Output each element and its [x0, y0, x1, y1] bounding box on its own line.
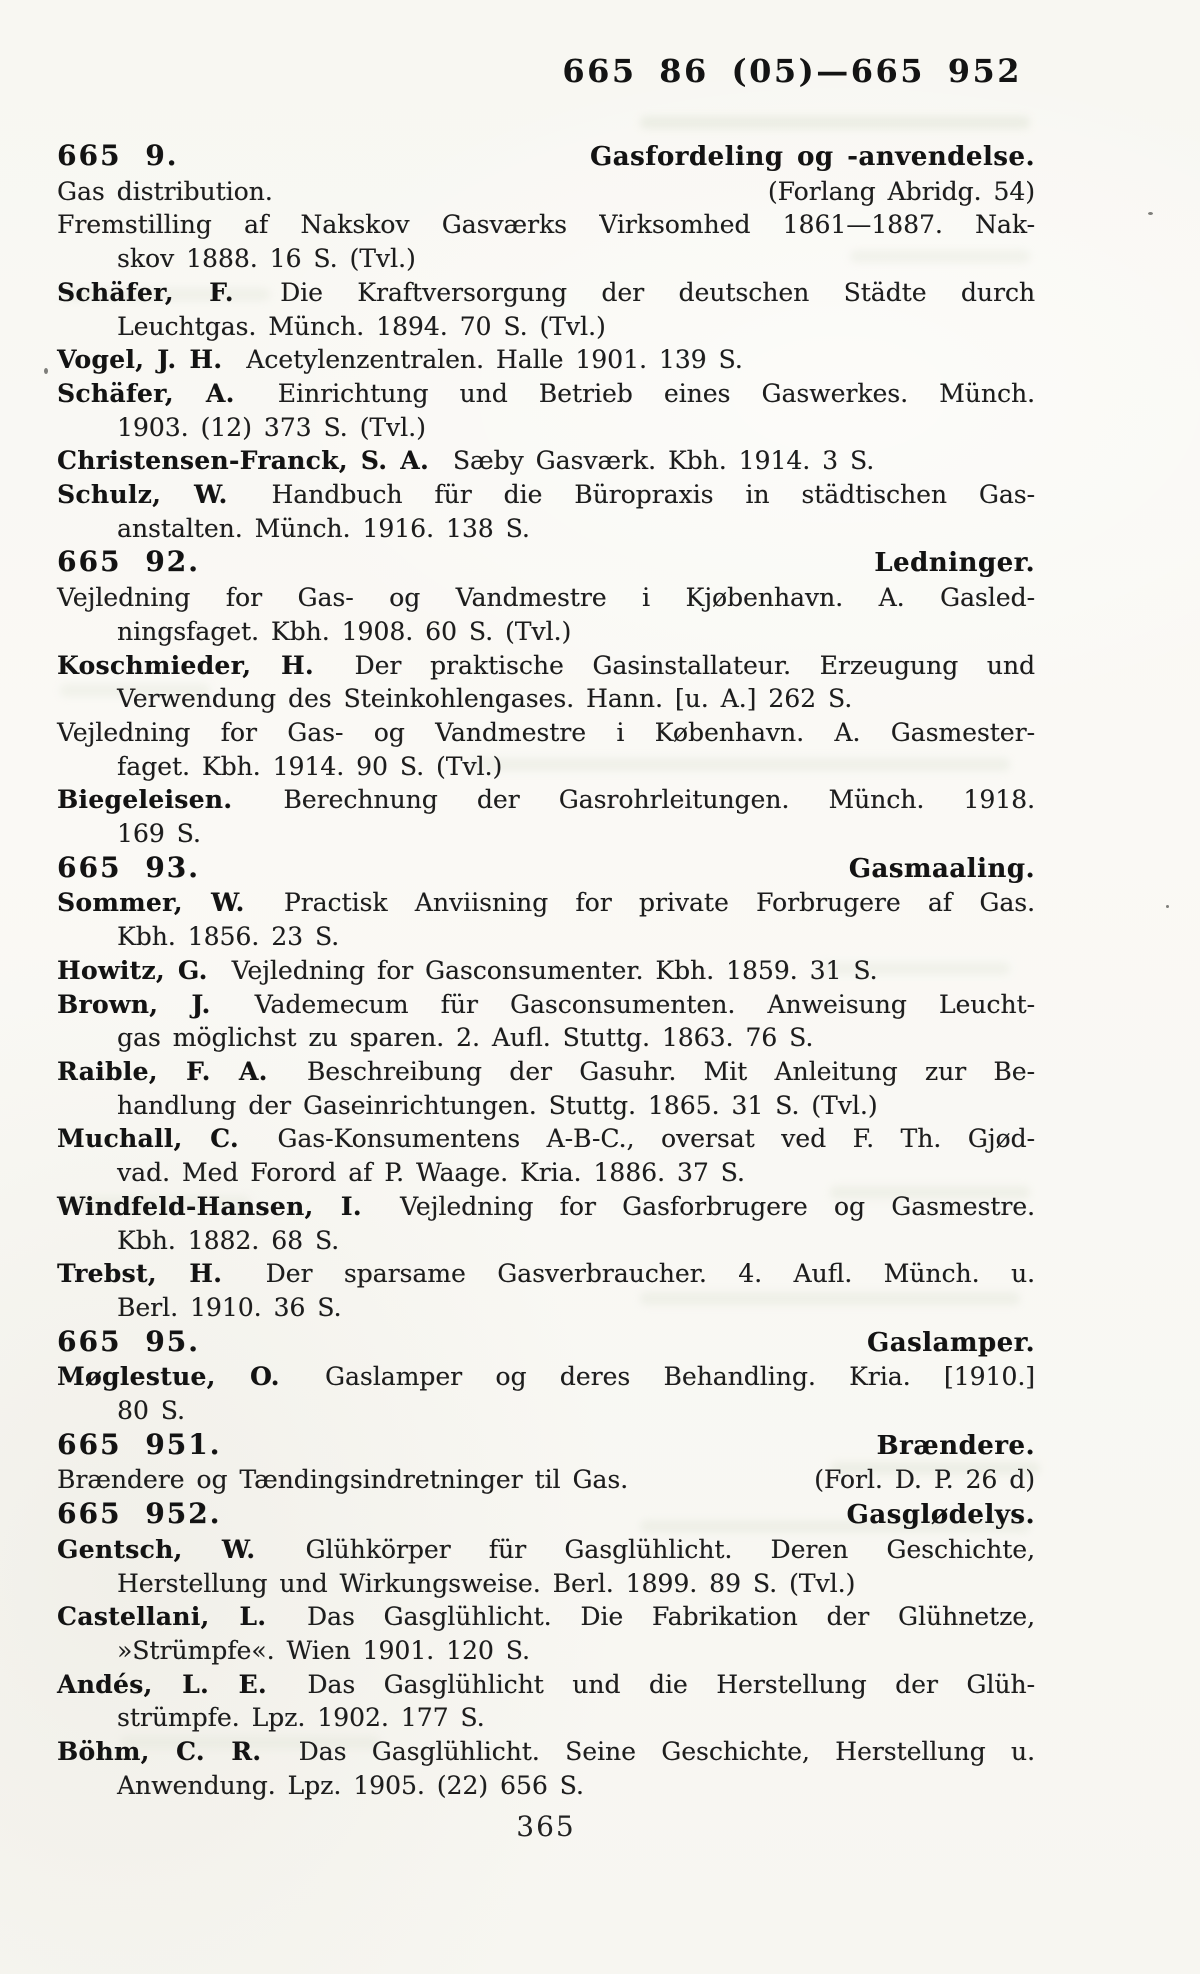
- entry-text: ningsfaget. Kbh. 1908. 60 S. (Tvl.): [117, 616, 572, 646]
- author-name: Schäfer, A.: [57, 378, 235, 408]
- continuation-line: [57, 1021, 1035, 1055]
- bleedthrough-mark: [640, 116, 1030, 129]
- entry-text: Beschreibung der Gasuhr. Mit Anleitung zur Be-: [306, 1056, 1035, 1086]
- continuation-line: [57, 750, 1035, 784]
- entry-text: Die Kraftversorgung der deutschen Städte durch: [280, 277, 1035, 307]
- split-entry-line: [57, 1463, 1035, 1497]
- class-code: 665 9.: [57, 139, 179, 172]
- entry-text: vad. Med Forord af P. Waage. Kria. 1886. 37 S.: [117, 1158, 745, 1188]
- entry-text: Vejledning for Gas- og Vandmestre i Kjøbenhavn. A. Gasled-: [57, 583, 1035, 613]
- entry-line: [57, 1257, 1035, 1291]
- class-heading-line: [57, 851, 1035, 887]
- continuation-line: [57, 512, 1035, 546]
- continuation-line: [57, 242, 1035, 276]
- author-name: Böhm, C. R.: [57, 1737, 262, 1767]
- entry-line: [57, 1533, 1035, 1567]
- split-entry-line: [57, 175, 1035, 209]
- section-title: Gasglødelys.: [846, 1500, 1035, 1531]
- entry-text: strümpfe. Lpz. 1902. 177 S.: [117, 1703, 485, 1733]
- author-name: Howitz, G.: [57, 955, 208, 985]
- entry-line: [57, 1360, 1035, 1394]
- entry-text: Fremstilling af Nakskov Gasværks Virksomhed 1861—1887. Nak-: [57, 210, 1035, 240]
- class-code: 665 951.: [57, 1427, 222, 1461]
- class-code: 665 92.: [57, 545, 200, 579]
- running-head: 665 86 (05)—665 952: [562, 52, 1022, 90]
- entry-line: [57, 1600, 1035, 1634]
- entry-line: [57, 581, 1035, 615]
- entry-line: [57, 1190, 1035, 1224]
- entry-left-text: Gas distribution.: [57, 176, 273, 206]
- continuation-line: [57, 1156, 1035, 1190]
- entry-line: [57, 988, 1035, 1022]
- entry-text: Vejledning for Gasforbrugere og Gasmestre.: [400, 1191, 1036, 1221]
- entry-text: Vejledning for Gasconsumenter. Kbh. 1859. 31 S.: [231, 955, 878, 985]
- author-name: Gentsch, W.: [57, 1534, 256, 1564]
- class-heading-line: [57, 1428, 1035, 1464]
- class-code: 665 95.: [57, 1324, 200, 1358]
- class-heading-line: [57, 1497, 1035, 1533]
- entry-line: [57, 343, 1035, 377]
- ink-speck: [1166, 905, 1169, 908]
- entry-text: Das Gasglühlicht und die Herstellung der Glüh-: [307, 1669, 1035, 1699]
- entry-line: [57, 208, 1035, 242]
- page-number: 365: [516, 1810, 576, 1843]
- entry-text: 80 S.: [117, 1396, 185, 1426]
- author-name: Møglestue, O.: [57, 1362, 280, 1392]
- class-heading-line: [57, 545, 1035, 581]
- entry-text: Kbh. 1856. 23 S.: [117, 922, 340, 952]
- author-name: Muchall, C.: [57, 1124, 239, 1154]
- continuation-line: [57, 310, 1035, 344]
- entry-text: Vademecum für Gasconsumenten. Anweisung Leucht-: [254, 989, 1035, 1019]
- continuation-line: [57, 1224, 1035, 1258]
- entry-text: »Strümpfe«. Wien 1901. 120 S.: [117, 1635, 530, 1665]
- continuation-line: [57, 1291, 1035, 1325]
- entry-line: [57, 954, 1035, 988]
- entry-text: Leuchtgas. Münch. 1894. 70 S. (Tvl.): [117, 311, 606, 341]
- continuation-line: [57, 1769, 1035, 1803]
- entry-text: gas möglichst zu sparen. 2. Aufl. Stuttg. 1863. 76 S.: [117, 1023, 814, 1053]
- entry-left-text: Brændere og Tændingsindretninger til Gas.: [57, 1465, 629, 1495]
- entry-text: Das Gasglühlicht. Die Fabrikation der Glühnetze,: [307, 1602, 1035, 1632]
- entry-text: 1903. (12) 373 S. (Tvl.): [117, 412, 426, 442]
- entry-text: Gas-Konsumentens A-B-C., oversat ved F. Th. Gjød-: [277, 1124, 1035, 1154]
- class-heading-line: [57, 1325, 1035, 1361]
- entry-text: Verwendung des Steinkohlengases. Hann. [u. A.] 262 S.: [117, 684, 853, 714]
- entry-line: [57, 649, 1035, 683]
- section-title: Brændere.: [876, 1430, 1035, 1461]
- entry-line: [57, 1735, 1035, 1769]
- author-name: Windfeld-Hansen, I.: [57, 1191, 362, 1221]
- entry-text: Gaslamper og deres Behandling. Kria. [1910.]: [325, 1362, 1036, 1392]
- entry-text: Einrichtung und Betrieb eines Gaswerkes. Münch.: [277, 378, 1035, 408]
- author-name: Castellani, L.: [57, 1602, 267, 1632]
- entry-text: Sæby Gasværk. Kbh. 1914. 3 S.: [452, 446, 875, 476]
- entry-text: skov 1888. 16 S. (Tvl.): [117, 244, 416, 274]
- continuation-line: [57, 1089, 1035, 1123]
- continuation-line: [57, 1567, 1035, 1601]
- entry-text: handlung der Gaseinrichtungen. Stuttg. 1865. 31 S. (Tvl.): [117, 1090, 878, 1120]
- continuation-line: [57, 1701, 1035, 1735]
- continuation-line: [57, 615, 1035, 649]
- entry-line: [57, 783, 1035, 817]
- continuation-line: [57, 411, 1035, 445]
- author-name: Sommer, W.: [57, 888, 245, 918]
- author-name: Christensen-Franck, S. A.: [57, 446, 429, 476]
- ink-speck: [1148, 212, 1153, 215]
- entry-text: Berl. 1910. 36 S.: [117, 1292, 342, 1322]
- entry-text: Anwendung. Lpz. 1905. (22) 656 S.: [117, 1770, 584, 1800]
- author-name: Vogel, J. H.: [57, 345, 223, 375]
- author-name: Raible, F. A.: [57, 1056, 268, 1086]
- entry-line: [57, 444, 1035, 478]
- entry-line: [57, 377, 1035, 411]
- entry-text: Acetylenzentralen. Halle 1901. 139 S.: [246, 345, 743, 375]
- entry-text: Kbh. 1882. 68 S.: [117, 1225, 340, 1255]
- entry-text: Vejledning for Gas- og Vandmestre i København. A. Gasmester-: [57, 717, 1035, 747]
- entry-text: Berechnung der Gasrohrleitungen. Münch. 1918.: [283, 785, 1035, 815]
- entry-line: [57, 276, 1035, 310]
- author-name: Andés, L. E.: [57, 1669, 267, 1699]
- author-name: Schäfer, F.: [57, 277, 234, 307]
- entry-text: Herstellung und Wirkungsweise. Berl. 1899. 89 S. (Tvl.): [117, 1568, 856, 1598]
- author-name: Biegeleisen.: [57, 785, 233, 815]
- entry-right-text: (Forlang Abridg. 54): [767, 176, 1035, 206]
- section-title: Ledninger.: [874, 548, 1035, 579]
- entry-text: Das Gasglühlicht. Seine Geschichte, Herstellung u.: [298, 1737, 1035, 1767]
- entry-text: Handbuch für die Büropraxis in städtischen Gas-: [271, 480, 1036, 510]
- entry-text: faget. Kbh. 1914. 90 S. (Tvl.): [117, 751, 503, 781]
- continuation-line: [57, 682, 1035, 716]
- entry-text: anstalten. Münch. 1916. 138 S.: [117, 513, 530, 543]
- author-name: Schulz, W.: [57, 480, 228, 510]
- entry-right-text: (Forl. D. P. 26 d): [814, 1465, 1035, 1495]
- entry-text: Der praktische Gasinstallateur. Erzeugung und: [354, 650, 1036, 680]
- entry-text: 169 S.: [117, 819, 201, 849]
- section-title: Gasmaaling.: [848, 853, 1035, 884]
- author-name: Brown, J.: [57, 989, 211, 1019]
- continuation-line: [57, 920, 1035, 954]
- author-name: Trebst, H.: [57, 1259, 223, 1289]
- continuation-line: [57, 817, 1035, 851]
- entry-line: [57, 1122, 1035, 1156]
- entry-line: [57, 886, 1035, 920]
- section-title: Gasfordeling og -anvendelse.: [589, 142, 1035, 172]
- section-title: Gaslamper.: [866, 1327, 1035, 1358]
- entry-text: Glühkörper für Gasglühlicht. Deren Geschichte,: [305, 1534, 1035, 1564]
- entry-text: Der sparsame Gasverbraucher. 4. Aufl. Münch. u.: [265, 1259, 1035, 1289]
- ink-speck: [44, 368, 48, 374]
- entry-line: [57, 716, 1035, 750]
- author-name: Koschmieder, H.: [57, 650, 314, 680]
- entry-line: [57, 1055, 1035, 1089]
- entry-line: [57, 478, 1035, 512]
- class-heading-line: [57, 139, 1035, 175]
- class-code: 665 93.: [57, 850, 200, 884]
- entry-line: [57, 1668, 1035, 1702]
- continuation-line: [57, 1634, 1035, 1668]
- continuation-line: [57, 1394, 1035, 1428]
- text-column: [57, 139, 1035, 1802]
- class-code: 665 952.: [57, 1497, 222, 1531]
- entry-text: Practisk Anviisning for private Forbrugere af Gas.: [283, 888, 1035, 918]
